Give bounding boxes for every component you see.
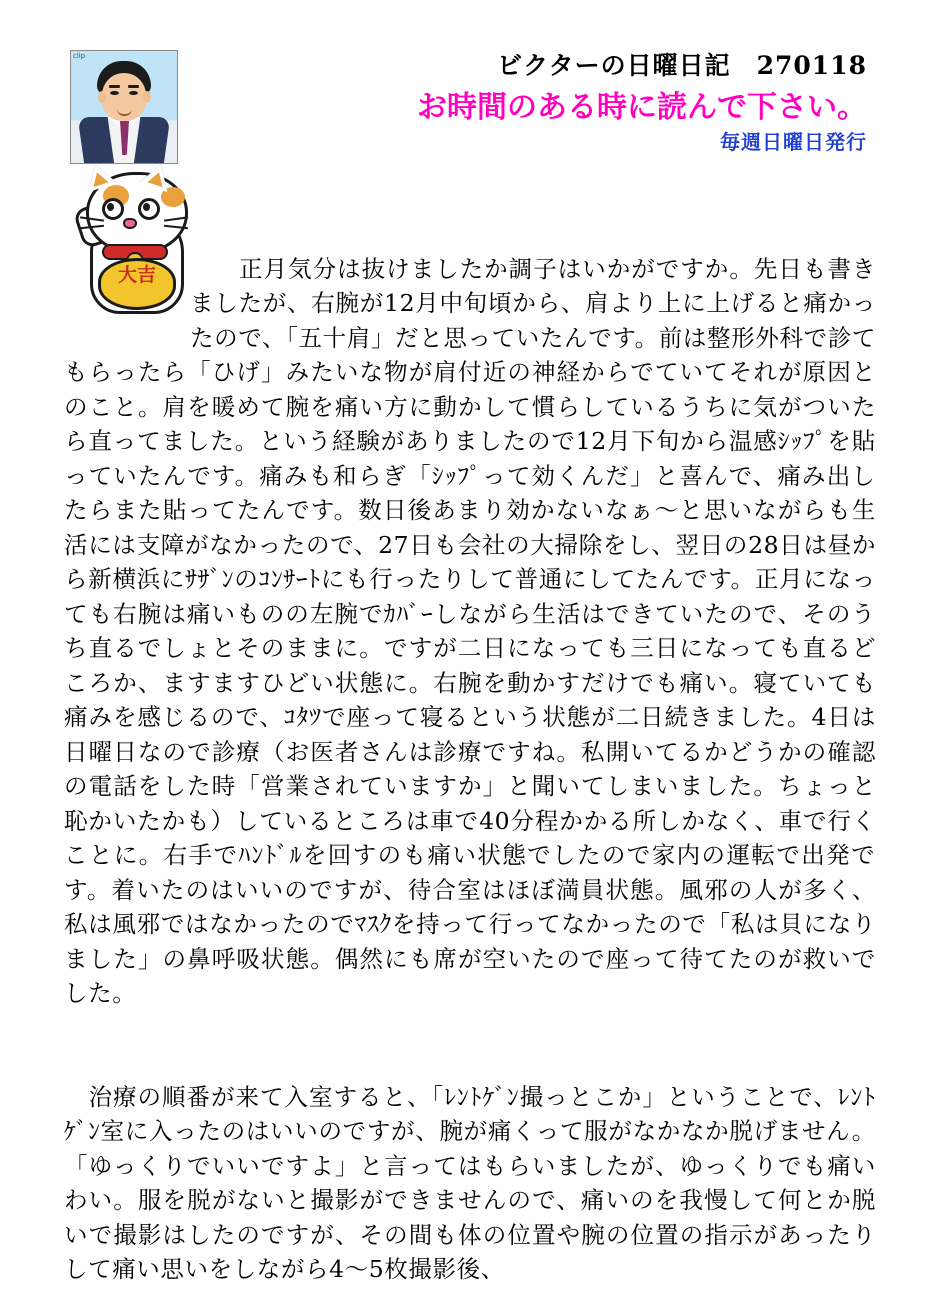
document-title: ビクターの日曜日記 270118 [497, 51, 867, 80]
diary-paragraph-2: 治療の順番が来て入室すると、「ﾚﾝﾄｹﾞﾝ撮っとこか」ということで、ﾚﾝﾄｹﾞﾝ室に入ったのはいいのですが、腕が痛くって服がなかなか脱げません。「ゆっくりでいいですよ」と言ってはもらいましたが、ゆっくりでも痛いわい。服を脱がないと撮影ができませんので、痛いのを我慢して何とか脱いで撮影はしたのですが、その間も体の位置や腕の位置の指示があったりして痛い思いをしながら4～5枚撮影後、 [64, 1082, 876, 1283]
document-subtitle: お時間のある時に読んで下さい。 [417, 90, 867, 125]
diary-paragraph-1: 正月気分は抜けましたか調子はいかがですか。先日も書きましたが、右腕が12月中旬頃から、肩より上に上げると痛かったので、「五十肩」だと思っていたんです。前は整形外科で診てもらったら「ひげ」みたいな物が肩付近の神経からでていてそれが原因とのこと。肩を暖めて腕を痛い方に動かして慣らしているうちに気がついたら直ってました。という経験がありましたので12月下旬から温感ｼｯﾌﾟを貼っていたんです。痛みも和らぎ「ｼｯﾌﾟって効くんだ」と喜んで、痛み出したらまた貼ってたんです。数日後あまり効かないなぁ～と思いながらも生活には支障がなかったので、27日も会社の大掃除をし、翌日の28日は昼から新横浜にｻｻﾞﾝのｺﾝｻｰﾄにも行ったりして普通にしてたんです。正月になっても右腕は痛いものの左腕でｶﾊﾞｰしながら生活はできていたので、そのうち直るでしょとそのままに。ですが二日になっても三日になっても直るどころか、ますますひどい状態に。右腕を動かすだけでも痛い。寝ていても痛みを感じるので、ｺﾀﾂで座って寝るという状態が二日続きました。4日は日曜日なので診療（お医者さんは診療ですね。私開いてるかどうかの確認の電話をした時「営業されていますか」と聞いてしまいました。ちょっと恥かいたかも）しているところは車で40分程かかる所しかなく、車で行くことに。右手でﾊﾝﾄﾞﾙを回すのも痛い状態でしたので家内の運転で出発です。着いたのはいいのですが、待合室はほぼ満員状態。風邪の人が多く、私は風邪ではなかったのでﾏｽｸを持って行ってなかったので「私は貝になりました」の鼻呼吸状態。偶然にも席が空いたので座って待てたのが救いでした。 [64, 254, 876, 1007]
portrait-eye-left [110, 91, 119, 95]
victor-portrait [70, 50, 178, 164]
cat-text-wrap-spacer [64, 183, 190, 351]
portrait-brow-left [109, 85, 120, 88]
portrait-eye-right [129, 91, 138, 95]
portrait-clip-label: clip [73, 52, 86, 60]
cat-koban-text: 大吉 [117, 264, 156, 286]
document-header [0, 0, 929, 160]
publication-frequency: 毎週日曜日発行 [720, 130, 867, 154]
portrait-ear-left [98, 91, 106, 103]
portrait-ear-right [143, 91, 151, 103]
diary-body [64, 148, 876, 1311]
portrait-brow-right [128, 85, 139, 88]
